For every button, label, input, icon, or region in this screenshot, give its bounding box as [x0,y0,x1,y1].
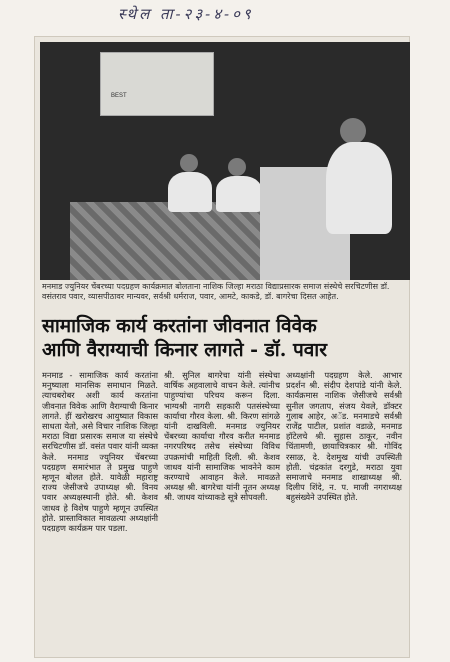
speaker [326,142,392,234]
handwritten-date-note: स्थेल ता-२३-४-०९ [118,5,254,23]
headline-line-1: सामाजिक कार्य करतांना जीवनात विवेक [42,315,317,337]
dais-table [70,202,280,280]
article-column-2: श्री. सुनिल बागरेचा यांनी संस्थेचा वार्षिक अहवालाचे वाचन केले. त्यांनीच पाहुण्यांचा परिचय करून दिला. भाग्यश्री नागरी सहकारी पतसंस्थेच्या कार्याचा गौरव केला. श्री. किरण सांगळे यांनी दाखविली. मनमाड ज्युनियर चेंबरच्या कार्याचा गौरव करीत मनमाड नगरपरिषद तसेच संस्थेच्या विविध उपक्रमांची माहिती दिली. श्री. केशव जाधव यांनी सामाजिक भावनेने काम करण्याचे आवाहन केले. मावळते अध्यक्ष श्री. बागरेचा यांनी नूतन अध्यक्ष श्री. जाधव यांच्याकडे सूत्रे सोपवली. [164,370,280,503]
guest-1 [168,172,212,212]
speaker-head [340,118,366,144]
guest-head-1 [180,154,198,172]
article-column-1: मनमाड - सामाजिक कार्य करतांना मनुष्याला मानसिक समाधान मिळते. त्याचबरोबर अशी कार्य करतांना जीवनात विवेक आणि वैराग्याची किनार लागते. हीं खरोखरच आयुष्यात विकास साधता येतो, असे विचार नाशिक जिल्हा मराठा विद्या प्रसारक समाज या संस्थेचे सरचिटणीस डॉ. वसंत पवार यांनी व्यक्त केले. मनमाड ज्युनियर चेंबरच्या पदग्रहण समारंभात ते प्रमुख पाहुणे म्हणून बोलत होते. यावेळी महाराष्ट्र राज्य जेसीजचे उपाध्यक्ष श्री. विनय पवार अध्यक्षस्थानी होते. श्री. केशव जाधव हे विशेष पाहुणे म्हणून उपस्थित होते. प्रास्ताविकात मावळत्या अध्यक्षांनी पदग्रहण कार्यक्रम पार पडला. [42,370,158,534]
photo-caption: मनमाड ज्युनियर चेंबरच्या पदग्रहण कार्यक्रमात बोलताना नाशिक जिल्हा मराठा विद्याप्रसारक समाज संस्थेचे सरचिटणीस डॉ. वसंतराव पवार, व्यासपीठावर मान्यवर, सर्वश्री धर्मराज, पवार, आमटे, काकडे, डॉ. बागरेचा दिसत आहेत. [42,282,390,301]
event-photo [40,42,410,280]
margin-scribble [24,140,34,143]
headline-line-2: आणि वैराग्याची किनार लागते - डॉ. पवार [42,339,328,361]
guest-2 [216,176,262,212]
stage-banner [100,52,214,116]
guest-head-2 [228,158,246,176]
article-column-3: अध्यक्षांनी पदग्रहण केले. आभार प्रदर्शन श्री. संदीप देशपांडे यांनी केले. कार्यक्रमास नाशिक जेसीजचे सर्वश्री सुनील जगताप, संजय येवले, डॉक्टर गुलाब आहेर, अॅड. मनमाडचे सर्वश्री राजेंद्र पाटील, प्रशांत वडाळे, मनमाड हॉटेलचे श्री. सुहास ठाकूर, नवीन चिंतामणी, छायाचित्रकार श्री. गोविंद रसाळ, दे. देशमुख यांची उपस्थिती होती. चंद्रकांत दरगुडे, मराठा युवा समाजाचे मनमाड शाखाध्यक्ष श्री. दिलीप शिंदे, न. प. माजी नगराध्यक्ष बहुसंख्येने उपस्थित होते. [286,370,402,503]
headline [42,314,412,362]
banner-text: BEST [111,93,127,99]
